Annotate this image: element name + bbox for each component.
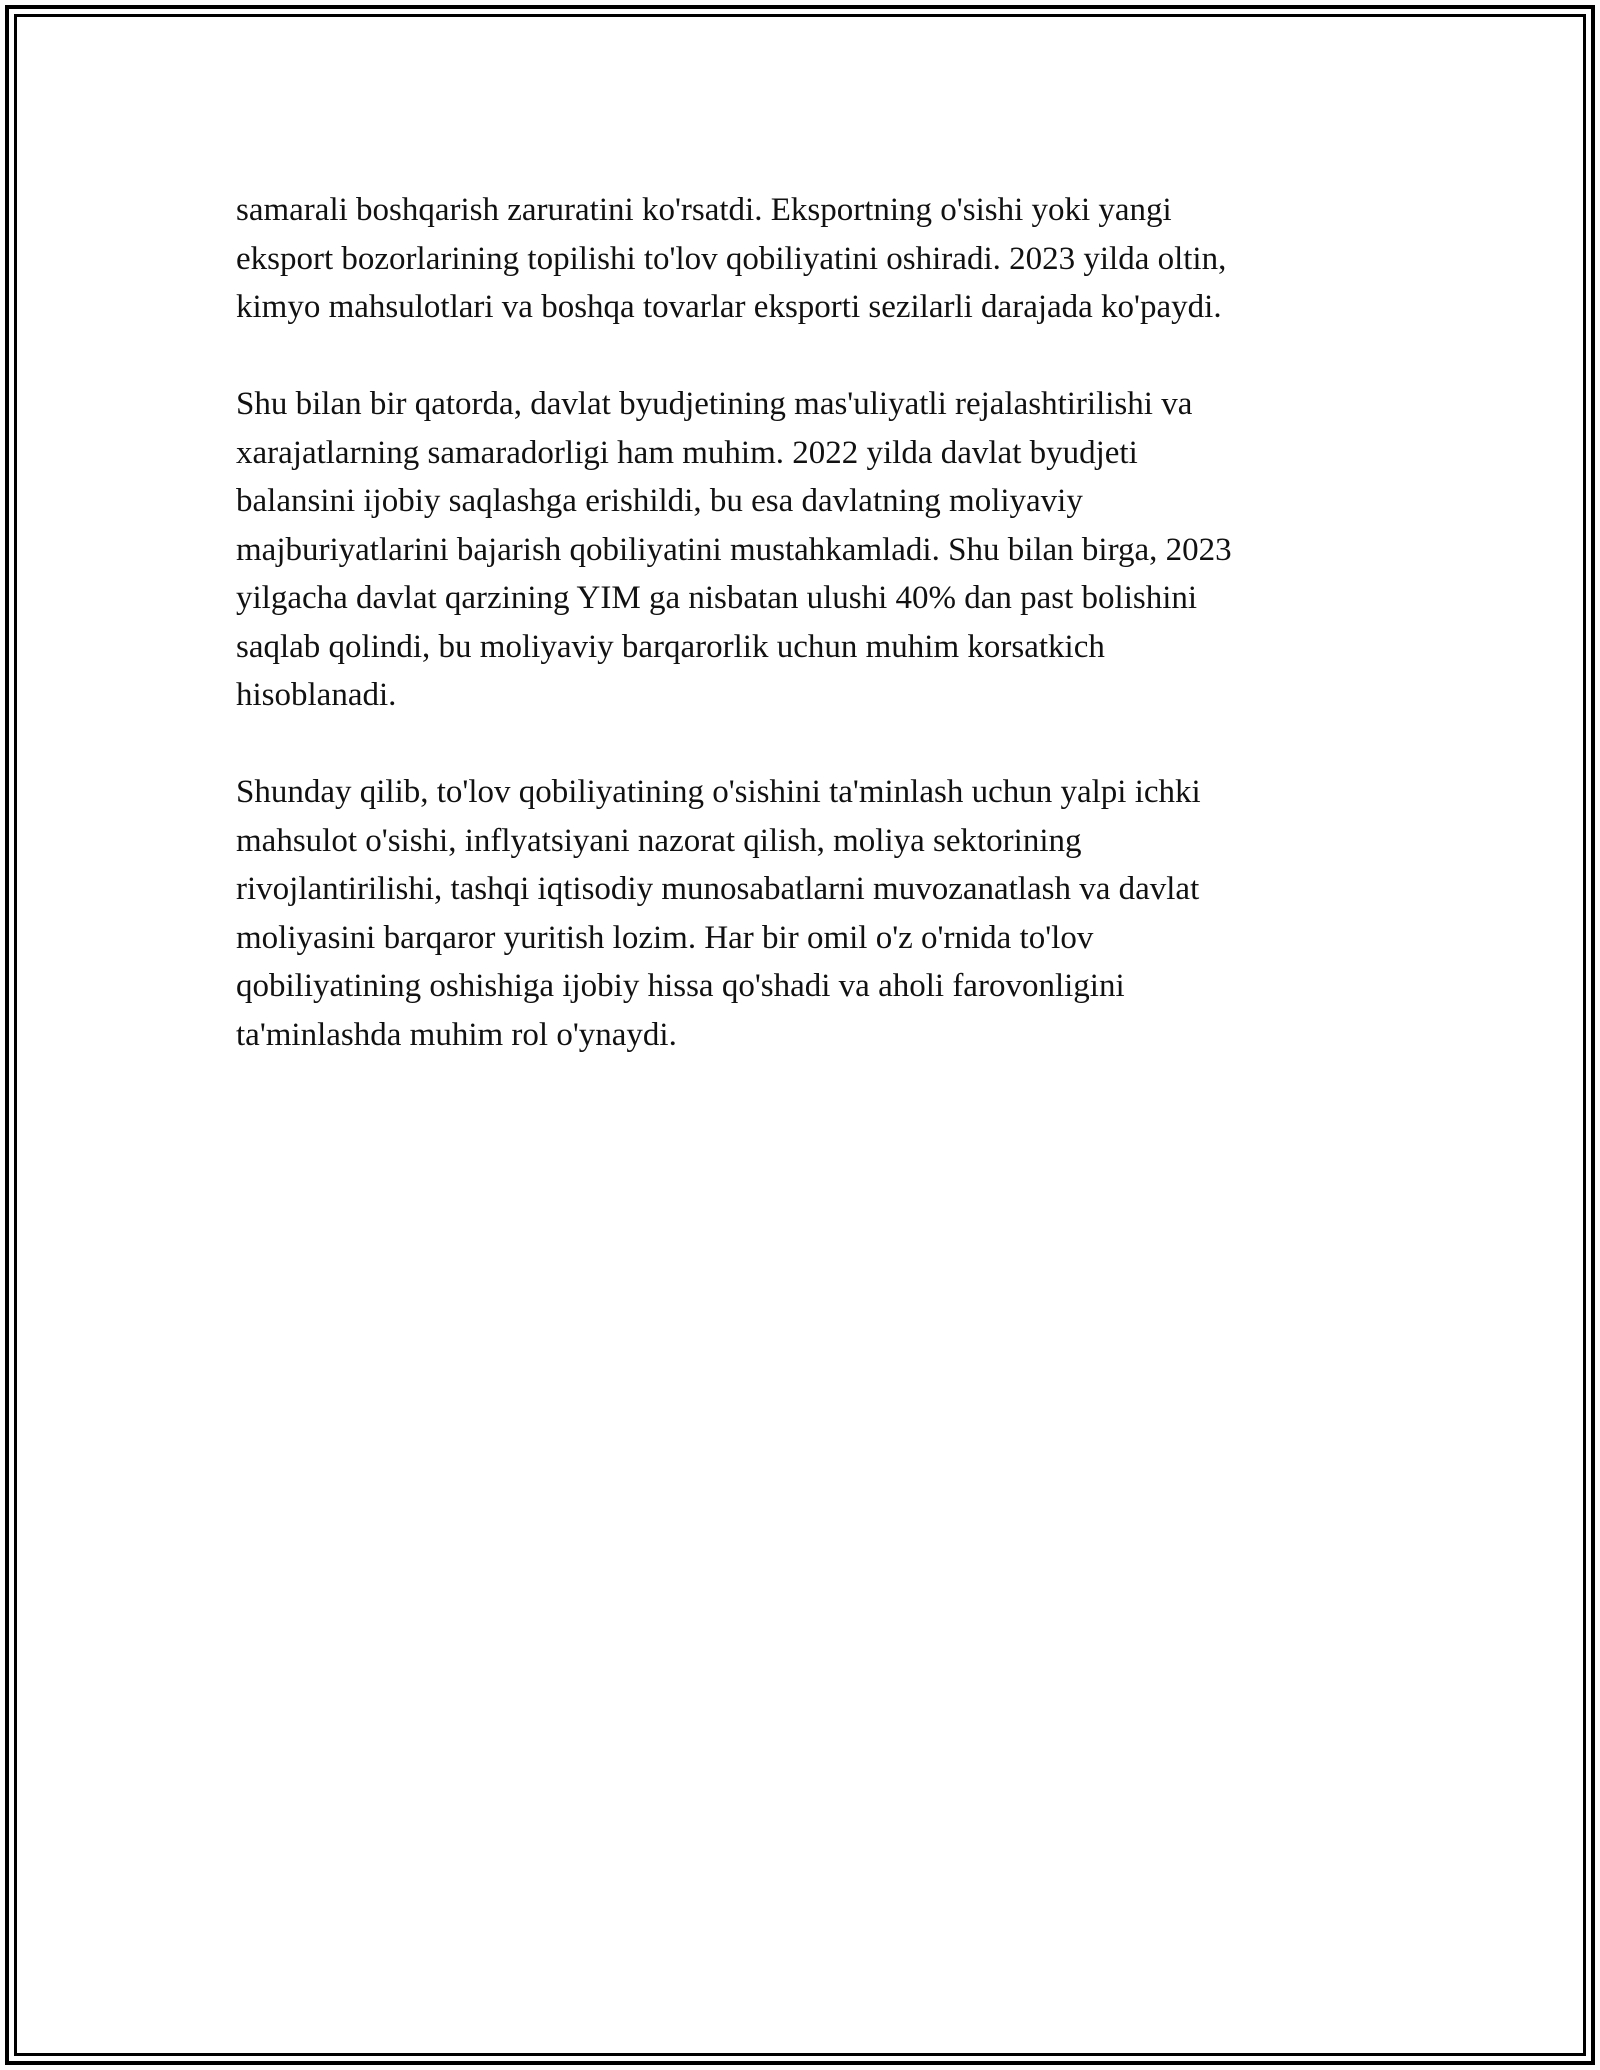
text-line: eksport bozorlarining topilishi to'lov qobiliyatini oshiradi. 2023 yilda oltin, [236, 240, 1227, 277]
text-line: balansini ijobiy saqlashga erishildi, bu esa davlatning moliyaviy [236, 483, 1083, 519]
text-line: samarali boshqarish zaruratini ko'rsatdi. Eksportning o'sishi yoki yangi [236, 192, 1172, 228]
text-line: moliyasini barqaror yuritish lozim. Har bir omil o'z o'rnida to'lov [236, 919, 1094, 956]
text-line: Shu bilan bir qatorda, davlat byudjetining mas'uliyatli rejalashtirilishi va [236, 386, 1193, 422]
paragraph-conclusion [236, 768, 1356, 1059]
text-line: mahsulot o'sishi, inflyatsiyani nazorat qilish, moliya sektorining [236, 822, 1082, 859]
text-line: yilgacha davlat qarzining YIM ga nisbatan ulushi 40% dan past bolishini [236, 580, 1198, 616]
text-line: qobiliyatining oshishiga ijobiy hissa qo'shadi va aholi farovonligini [236, 968, 1125, 1004]
text-line: rivojlantirilishi, tashqi iqtisodiy munosabatlarni muvozanatlash va davlat [236, 871, 1200, 907]
text-line: kimyo mahsulotlari va boshqa tovarlar eksporti sezilarli darajada ko'paydi. [236, 289, 1222, 325]
text-line: ta'minlashda muhim rol o'ynaydi. [236, 1016, 677, 1053]
text-line: majburiyatlarini bajarish qobiliyatini mustahkamladi. Shu bilan birga, 2023 [236, 531, 1232, 568]
text-line: Shunday qilib, to'lov qobiliyatining o'sishini ta'minlash uchun yalpi ichki [236, 774, 1201, 810]
document-body [236, 186, 1356, 1108]
paragraph-exports [236, 186, 1356, 332]
text-line: xarajatlarning samaradorligi ham muhim. 2022 yilda davlat byudjeti [236, 434, 1138, 471]
paragraph-budget [236, 380, 1356, 720]
text-line: hisoblanadi. [236, 677, 397, 713]
text-line: saqlab qolindi, bu moliyaviy barqarorlik uchun muhim korsatkich [236, 628, 1105, 665]
